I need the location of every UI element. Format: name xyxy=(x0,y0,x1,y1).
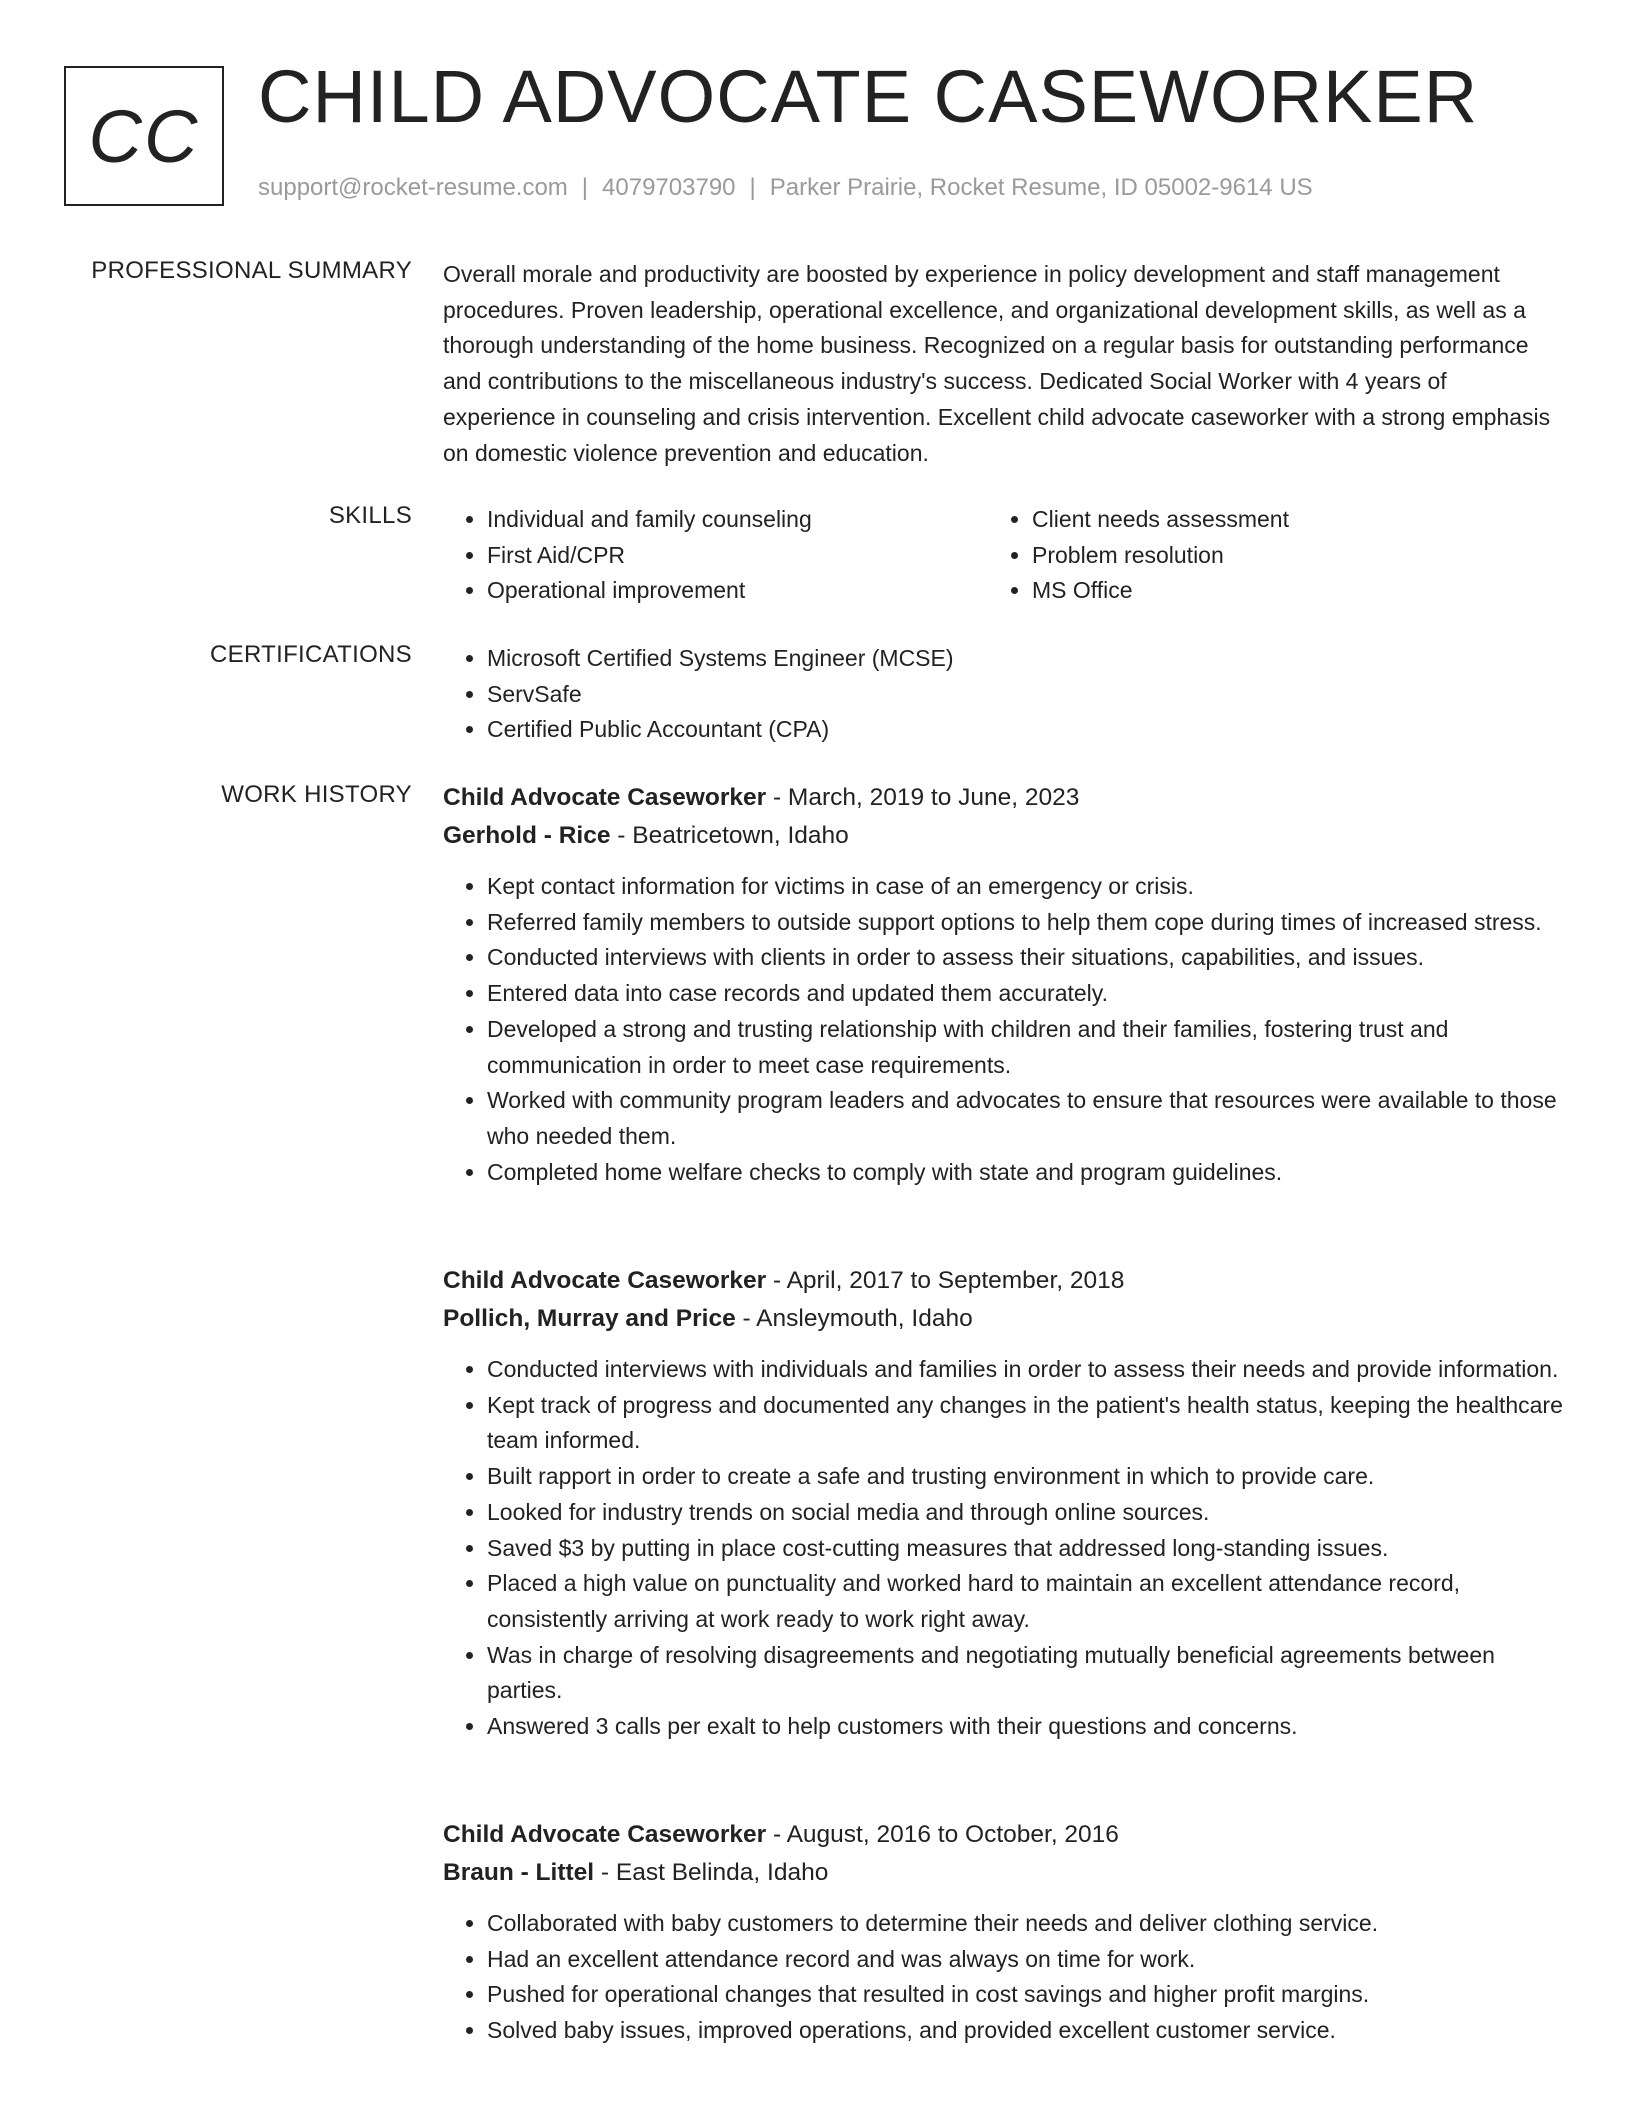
job-dates: - March, 2019 to June, 2023 xyxy=(766,784,1080,811)
skills-body xyxy=(443,502,1563,609)
contact-email: support@rocket-resume.com xyxy=(258,174,568,201)
job-location: - East Belinda, Idaho xyxy=(594,1859,829,1886)
skill-item: • Individual and family counseling xyxy=(487,502,988,538)
job-bullet: • Worked with community program leaders and advocates to ensure that resources were available to those who needed them. xyxy=(487,1083,1563,1154)
job-bullet: • Entered data into case records and updated them accurately. xyxy=(487,976,1563,1012)
job-company: Braun - Littel xyxy=(443,1859,595,1886)
job-bullet: • Built rapport in order to create a safe and trusting environment in which to provide care. xyxy=(487,1459,1563,1495)
job-bullets xyxy=(443,1352,1563,1745)
skill-item: • Operational improvement xyxy=(487,573,988,609)
candidate-title: CHILD ADVOCATE CASEWORKER xyxy=(258,55,1479,138)
job-bullet: • Saved $3 by putting in place cost-cutting measures that addressed long-standing issues. xyxy=(487,1531,1563,1567)
job-bullet: • Developed a strong and trusting relationship with children and their families, fostering trust and communication in order to meet case requirements. xyxy=(487,1012,1563,1083)
job-company-line xyxy=(443,817,1563,855)
job-bullet: • Was in charge of resolving disagreements and negotiating mutually beneficial agreements between parties. xyxy=(487,1638,1563,1709)
job-bullet: • Solved baby issues, improved operations, and provided excellent customer service. xyxy=(487,2013,1563,2049)
job-title: Child Advocate Caseworker xyxy=(443,1821,767,1848)
job-title-line xyxy=(443,779,1563,817)
job-body xyxy=(443,1262,1563,1745)
job-bullet: • Completed home welfare checks to comply with state and program guidelines. xyxy=(487,1155,1563,1191)
monogram-badge: CC xyxy=(64,66,224,206)
certifications-body xyxy=(443,641,1563,748)
job-dates: - August, 2016 to October, 2016 xyxy=(766,1821,1119,1848)
job-bullet: • Looked for industry trends on social media and through online sources. xyxy=(487,1495,1563,1531)
contact-phone: 4079703790 xyxy=(602,174,736,201)
job-location: - Beatricetown, Idaho xyxy=(610,822,849,849)
certification-item: • ServSafe xyxy=(487,677,1563,713)
job-title-line xyxy=(443,1816,1563,1854)
job-bullets xyxy=(443,1906,1563,2049)
skills-column-left xyxy=(443,502,988,609)
job-bullets xyxy=(443,869,1563,1190)
job-bullet: • Conducted interviews with individuals and families in order to assess their needs and provide information. xyxy=(487,1352,1563,1388)
skill-item: • Client needs assessment xyxy=(1032,502,1533,538)
job-bullet: • Conducted interviews with clients in order to assess their situations, capabilities, and issues. xyxy=(487,940,1563,976)
job-company-line xyxy=(443,1300,1563,1338)
certification-item: • Microsoft Certified Systems Engineer (MCSE) xyxy=(487,641,1563,677)
skill-item: • First Aid/CPR xyxy=(487,538,988,574)
section-heading: WORK HISTORY xyxy=(221,781,412,808)
contact-address: Parker Prairie, Rocket Resume, ID 05002-9614 US xyxy=(769,174,1313,201)
contact-separator: | xyxy=(581,174,589,201)
job-title: Child Advocate Caseworker xyxy=(443,1267,767,1294)
job-bullet: • Kept contact information for victims in case of an emergency or crisis. xyxy=(487,869,1563,905)
job-location: - Ansleymouth, Idaho xyxy=(735,1305,973,1332)
job-bullet: • Answered 3 calls per exalt to help customers with their questions and concerns. xyxy=(487,1709,1563,1745)
job-bullet: • Collaborated with baby customers to determine their needs and deliver clothing service. xyxy=(487,1906,1563,1942)
job-bullet: • Had an excellent attendance record and was always on time for work. xyxy=(487,1942,1563,1978)
skills-column-right xyxy=(988,502,1533,609)
section-heading: CERTIFICATIONS xyxy=(210,641,412,668)
job-body xyxy=(443,1816,1563,2049)
job-company: Gerhold - Rice xyxy=(443,822,611,849)
job-bullet: • Referred family members to outside support options to help them cope during times of increased stress. xyxy=(487,905,1563,941)
section-heading: PROFESSIONAL SUMMARY xyxy=(91,257,412,284)
job-title: Child Advocate Caseworker xyxy=(443,784,767,811)
job-company: Pollich, Murray and Price xyxy=(443,1305,736,1332)
summary-text: Overall morale and productivity are boosted by experience in policy development and staff management procedures. Proven leadership, operational excellence, and organizational development skills, as well as a thorough understanding of the home business. Recognized on a regular basis for outstanding performance and contributions to the miscellaneous industry's success. Dedicated Social Worker with 4 years of experience in counseling and crisis intervention. Excellent child advocate caseworker with a strong emphasis on domestic violence prevention and education. xyxy=(443,261,1551,466)
skill-item: • Problem resolution xyxy=(1032,538,1533,574)
job-dates: - April, 2017 to September, 2018 xyxy=(766,1267,1125,1294)
skill-item: • MS Office xyxy=(1032,573,1533,609)
job-body xyxy=(443,779,1563,1190)
section-heading: SKILLS xyxy=(328,502,412,529)
summary-body xyxy=(443,257,1563,471)
job-bullet: • Kept track of progress and documented any changes in the patient's health status, keeping the healthcare team informed. xyxy=(487,1388,1563,1459)
job-bullet: • Placed a high value on punctuality and worked hard to maintain an excellent attendance record, consistently arriving at work ready to work right away. xyxy=(487,1566,1563,1637)
job-title-line xyxy=(443,1262,1563,1300)
contact-line xyxy=(258,174,1313,202)
certification-item: • Certified Public Accountant (CPA) xyxy=(487,712,1563,748)
contact-separator: | xyxy=(749,174,756,201)
job-bullet: • Pushed for operational changes that resulted in cost savings and higher profit margins. xyxy=(487,1977,1563,2013)
job-company-line xyxy=(443,1854,1563,1892)
